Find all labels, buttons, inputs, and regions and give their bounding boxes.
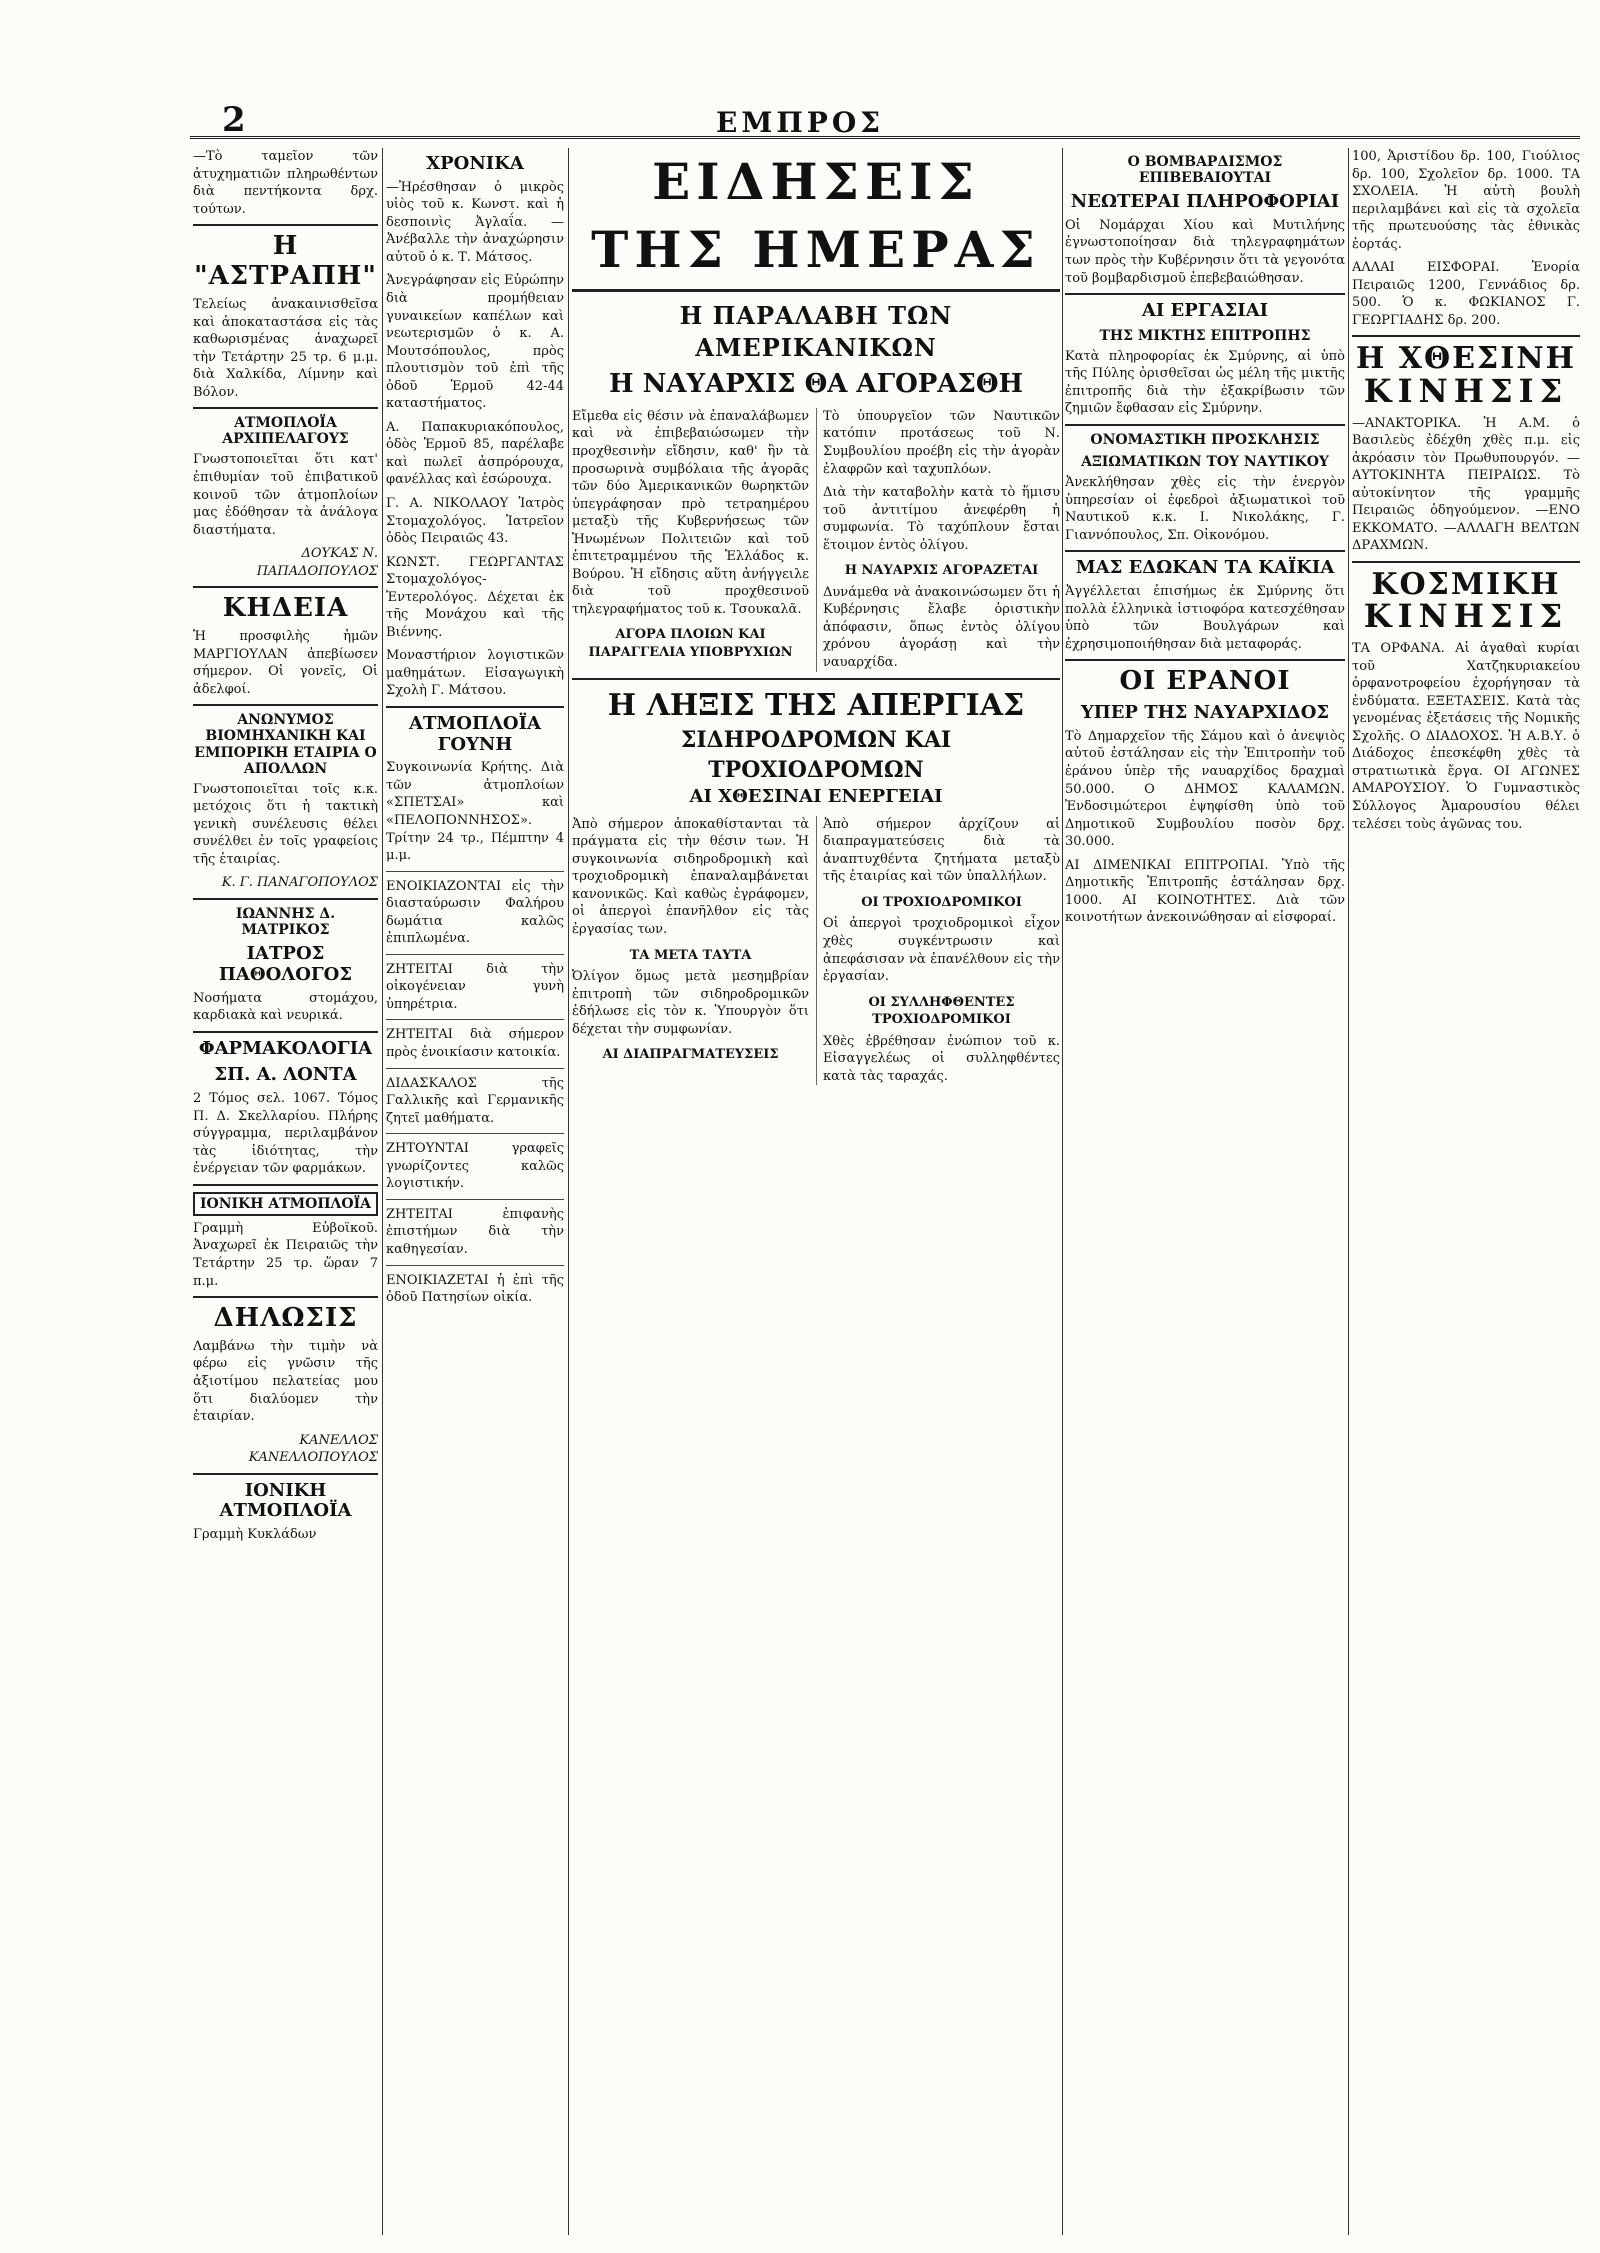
divider — [386, 871, 564, 872]
ad-text: Τελείως ἀνακαινισθεῖσα καὶ ἀποκαταστάσα εἰς τὰς καθωρισμένας ἀναχωρεῖ τὴν Τετάρτην 25 τρ. 6 μ.μ. διὰ Χαλκίδα, Λίμνην καὶ Βόλον. — [193, 296, 378, 400]
divider — [1065, 293, 1345, 295]
article-text: Οἱ Νομάρχαι Χίου καὶ Μυτιλήνης ἐγνωστοποίησαν διὰ τηλεγραφημάτων των πρὸς τὴν Κυβέρνησιν ὅτι τὰ γεγονότα τοῦ βομβαρδισμοῦ ἐπεβεβαιώθησαν. — [1065, 217, 1345, 286]
subheading: ΤΑ ΜΕΤΑ ΤΑΥΤΑ — [629, 947, 752, 963]
ad-heading: ΑΤΜΟΠΛΟΪΑ ΓΟΥΝΗ — [409, 713, 541, 755]
classified-ad: ΔΙΔΑΣΚΑΛΟΣ τῆς Γαλλικῆς καὶ Γερμανικῆς ζητεῖ μαθήματα. — [386, 1075, 564, 1126]
divider — [1065, 550, 1345, 552]
divider — [193, 1296, 378, 1298]
divider — [193, 1473, 378, 1475]
column-3-news — [572, 148, 1060, 2233]
article-text: Μοναστήριον λογιστικῶν μαθημάτων. Εἰσαγωγικὴ Σχολὴ Γ. Μάτσου. — [386, 648, 564, 699]
section-heading-line2: ΚΙΝΗΣΙΣ — [1363, 371, 1569, 410]
paper-title: ΕΜΠΡΟΣ — [715, 106, 885, 139]
article-text: Χθὲς ἐβρέθησαν ἐνώπιον τοῦ κ. Εἰσαγγελέως οἱ συλληφθέντες κατὰ τὰς ταραχάς. — [823, 1033, 1060, 1084]
article-text: Διὰ τὴν καταβολὴν κατὰ τὸ ἥμισυ τοῦ ἀντιτίμου ἀνεφέρθη ἡ συμφωνία. Τὸ ταχύπλουν ἔσται ἕτοιμον ἐντὸς ὀλίγου. — [823, 485, 1060, 553]
divider — [386, 1133, 564, 1134]
headline: ΝΕΩΤΕΡΑΙ ΠΛΗΡΟΦΟΡΙΑΙ — [1070, 191, 1340, 213]
article-text: 100, Ἀριστίδου δρ. 100, Γιούλιος δρ. 100, Σχολεῖον δρ. 1000. ΤΑ ΣΧΟΛΕΙΑ. Ἡ αὐτὴ βουλὴ περιλαμβάνει καὶ εἰς τὰ σχολεῖα τῆς πρωτευούσης τὰς ἐθνικὰς ἐορτάς. — [1352, 149, 1580, 252]
headline: ΤΗΣ ΜΙΚΤΗΣ ΕΠΙΤΡΟΠΗΣ — [1099, 327, 1311, 344]
subheading: ΟΙ ΤΡΟΧΙΟΔΡΟΜΙΚΟΙ — [861, 894, 1022, 910]
ad-text: Λαμβάνω τὴν τιμὴν νὰ φέρω εἰς γνῶσιν τῆς ἀξιοτίμου πελατείας μου ὅτι διαλύομεν τὴν ἑταιρίαν. — [193, 1338, 378, 1425]
classified-ad: ΖΗΤΕΙΤΑΙ διὰ τὴν οἰκογένειαν γυνὴ ὑπηρέτρια. — [386, 961, 564, 1012]
column-1 — [193, 148, 378, 2233]
subheading: ΟΙ ΣΥΛΛΗΦΘΕΝΤΕΣ ΤΡΟΧΙΟΔΡΟΜΙΚΟΙ — [868, 994, 1015, 1028]
headline: ΜΑΣ ΕΔΩΚΑΝ ΤΑ ΚΑΪΚΙΑ — [1075, 557, 1335, 579]
headline-kicker: Ο ΒΟΜΒΑΡΔΙΣΜΟΣ ΕΠΙΒΕΒΑΙΟΥΤΑΙ — [1127, 154, 1283, 187]
headline: ΣΙΔΗΡΟΔΡΟΜΩΝ ΚΑΙ ΤΡΟΧΙΟΔΡΟΜΩΝ — [680, 727, 952, 783]
section-banner: ΕΙΔΗΣΕΙΣ ΤΗΣ ΗΜΕΡΑΣ — [572, 148, 1060, 292]
classified-ad: ΖΗΤΟΥΝΤΑΙ γραφεῖς γνωρίζοντες καλῶς λογιστικήν. — [386, 1141, 564, 1192]
column-divider — [1062, 148, 1063, 2235]
divider — [1065, 424, 1345, 426]
column-5 — [1352, 148, 1580, 2233]
section-heading — [1352, 566, 1580, 636]
divider — [193, 224, 378, 226]
classified-ad: ΖΗΤΕΙΤΑΙ διὰ σήμερον πρὸς ἐνοικίασιν κατοικία. — [386, 1027, 564, 1061]
masthead-rule — [190, 136, 1580, 139]
article-text: Ἀνεκλήθησαν χθὲς εἰς τὴν ἐνεργὸν ὑπηρεσίαν οἱ ἐφεδροὶ ἀξιωματικοὶ τοῦ Ναυτικοῦ κ.κ. Ι. Νικολάκης, Γ. Γιαννόπουλος, Σπ. Οἰκονόμου. — [1065, 475, 1345, 543]
column-divider — [1348, 148, 1349, 2235]
article-text: —Τὸ ταμεῖον τῶν ἀτυχηματιῶν πληρωθέντων διὰ πεντήκοντα δρχ. τούτων. — [193, 149, 378, 217]
ad-signature: Κ. Γ. ΠΑΝΑΓΟΠΟΥΛΟΣ — [221, 875, 378, 891]
ad-heading: ΔΗΛΩΣΙΣ — [213, 1303, 358, 1334]
article-text: Ὀλίγον ὅμως μετὰ μεσημβρίαν ἐπιτροπὴ τῶν σιδηροδρομικῶν ἐδήλωσε εἰς τὸν κ. Ὑπουργὸν ὅτι δέχεται τὴν συμφωνίαν. — [572, 969, 809, 1037]
divider — [1065, 659, 1345, 661]
article-text: Τὸ Δημαρχεῖον τῆς Σάμου καὶ ὁ ἀνεψιὸς αὐτοῦ ἐστάλησαν εἰς τὴν Ἐπιτροπὴν τοῦ ἐράνου ὑπὲρ τῆς ναυαρχίδος δραχμαὶ 50.000. Ο ΔΗΜΟΣ ΚΑΛΑΜΩΝ. Ἐνδοσιμώτεροι ἐψηφίσθη ὑπὸ τοῦ Δημοτικοῦ Συμβουλίου ποσὸν δρχ. 30.000. — [1065, 728, 1345, 850]
article-text: Τὸ ὑπουργεῖον τῶν Ναυτικῶν κατόπιν προτάσεως τοῦ Ν. Συμβουλίου προέβη εἰς τὴν ἀγορὰν ἐλαφρῶν καὶ ταχυπλόων. — [823, 408, 1060, 477]
subheading: ΑΓΟΡΑ ΠΛΟΙΩΝ ΚΑΙ ΠΑΡΑΓΓΕΛΙΑ ΥΠΟΒΡΥΧΙΩΝ — [588, 627, 793, 660]
article-text: Ἀπὸ σήμερον ἀποκαθίστανται τὰ πράγματα εἰς τὴν θέσιν των. Ἡ συγκοινωνία σιδηροδρομικὴ καὶ τροχιοδρομικὴ ἐπαναλαμβάνεται κανονικῶς. Καὶ καθὼς ἐγράφομεν, οἱ ἀπεργοὶ ἐπανῆλθον εἰς τὰς ἐργασίας των. — [572, 816, 809, 937]
divider — [1352, 561, 1580, 563]
divider — [386, 954, 564, 955]
divider — [193, 898, 378, 900]
divider — [193, 407, 378, 409]
ad-text: Ἡ προσφιλὴς ἡμῶν ΜΑΡΓΙΟΥΛΑΝ ἀπεβίωσεν σήμερον. Οἱ γονεῖς, Οἱ ἀδελφοί. — [193, 629, 378, 697]
column-4 — [1065, 148, 1345, 2233]
ad-text: Γραμμὴ Εὐβοϊκοῦ. Ἀναχωρεῖ ἐκ Πειραιῶς τὴν Τετάρτην 25 τρ. ὥραν 7 π.μ. — [193, 1220, 378, 1289]
ad-heading: ΚΗΔΕΙΑ — [222, 593, 349, 624]
ad-heading: Η "ΑΣΤΡΑΠΗ" — [194, 231, 377, 292]
divider — [193, 704, 378, 706]
article-body — [572, 408, 1060, 672]
divider — [193, 586, 378, 588]
section-heading — [1352, 343, 1580, 408]
headline-kicker: Η ΠΑΡΑΛΑΒΗ ΤΩΝ ΑΜΕΡΙΚΑΝΙΚΩΝ — [679, 301, 953, 363]
ad-signature: ΔΟΥΚΑΣ Ν. ΠΑΠΑΔΟΠΟΥΛΟΣ — [256, 546, 378, 579]
headline-kicker: ΟΙ ΕΡΑΝΟΙ — [1119, 666, 1291, 697]
ad-text: Νοσήματα στομάχου, καρδιακὰ καὶ νευρικά. — [193, 990, 378, 1024]
masthead — [0, 100, 1600, 140]
article-text: ΤΑ ΟΡΦΑΝΑ. Αἱ ἀγαθαὶ κυρίαι τοῦ Χατζηκυριακείου ὀρφανοτροφείου ἐχορήγησαν τὰ ἐνδύματα. ΕΞΕΤΑΣΕΙΣ. Κατὰ τὰς γενομένας ἐξετάσεις τῆς Νομικῆς Σχολῆς. Ο ΔΙΑΔΟΧΟΣ. Ἡ Α.Β.Υ. ὁ Διάδοχος ἐπεσκέφθη χθὲς τὰ στρατιωτικὰ ἔργα. ΟΙ ΑΓΩΝΕΣ ΑΜΑΡΟΥΣΙΟΥ. Ὁ Γυμναστικὸς Σύλλογος Ἀμαρουσίου θέλει τελέσει τοὺς ἀγῶνας του. — [1352, 641, 1580, 832]
divider — [386, 1199, 564, 1200]
headline: Η ΝΑΥΑΡΧΙΣ ΘΑ ΑΓΟΡΑΣΘΗ — [608, 368, 1024, 399]
article-text: Εἴμεθα εἰς θέσιν νὰ ἐπαναλάβωμεν καὶ νὰ ἐπιβεβαιώσωμεν τὴν προχθεσινὴν εἴδησιν, καθ' ἣν τὰ προσωρινὰ συμβόλαια τῆς ἀγορᾶς τῶν δύο Ἀμερικανικῶν θωρηκτῶν ὑπεγράφησαν πρὸ τετραημέρου μεταξὺ τῆς Κυβερνήσεως τῶν Ἡνωμένων Πολιτειῶν καὶ τοῦ ἐπιτετραμμένου τῆς Ἑλλάδος κ. Βούρου. Ἡ εἴδησις αὕτη ἀνήγγειλε διὰ τοῦ προχθεσινοῦ τηλεγραφήματος τοῦ κ. Τσουκαλᾶ. — [572, 408, 809, 617]
column-divider — [568, 148, 569, 2235]
ad-heading: ΙΩΑΝΝΗΣ Δ. ΜΑΤΡΙΚΟΣ — [235, 906, 336, 939]
ad-heading: ΦΑΡΜΑΚΟΛΟΓΙΑ — [198, 1037, 373, 1059]
divider — [386, 1265, 564, 1266]
subheading: ΑΙ ΔΙΑΠΡΑΓΜΑΤΕΥΣΕΙΣ — [602, 1047, 779, 1063]
divider — [193, 1184, 378, 1186]
section-heading: ΧΡΟΝΙΚΑ — [426, 153, 524, 174]
divider — [193, 1031, 378, 1033]
article-text: Οἱ ἀπεργοὶ τροχιοδρομικοὶ εἶχον χθὲς συγκέντρωσιν καὶ ἀπεφάσισαν νὰ ἐπανέλθουν εἰς τὴν ἐργασίαν. — [823, 916, 1060, 985]
headline: ΑΞΙΩΜΑΤΙΚΩΝ ΤΟΥ ΝΑΥΤΙΚΟΥ — [1081, 454, 1329, 471]
divider — [386, 706, 564, 708]
article-text: ΚΩΝΣΤ. ΓΕΩΡΓΑΝΤΑΣ Στομαχολόγος-Ἐντερολόγος. Δέχεται ἐκ τῆς Μονάχου καὶ τῆς Βιέννης. — [386, 554, 564, 640]
divider — [386, 1068, 564, 1069]
article-text: Κατὰ πληροφορίας ἐκ Σμύρνης, αἱ ὑπὸ τῆς Πύλης ὁρισθεῖσαι ὡς μέλη τῆς μικτῆς ἐπιτροπῆς διὰ τὴν ἐξακρίβωσιν τῶν ζημιῶν ἔφθασαν εἰς Σμύρνην. — [1065, 348, 1345, 417]
classified-ad: ΖΗΤΕΙΤΑΙ ἐπιφανὴς ἐπιστήμων διὰ τὴν καθηγεσίαν. — [386, 1206, 564, 1257]
divider — [1352, 335, 1580, 337]
ad-heading: ΙΟΝΙΚΗ ΑΤΜΟΠΛΟΪΑ — [219, 1479, 352, 1522]
article-text: Ἀπὸ σήμερον ἀρχίζουν αἱ διαπραγματεύσεις διὰ τὰ ἀναπτυχθέντα ζητήματα μεταξὺ τῆς ἑταιρίας καὶ τῶν ὑπαλλήλων. — [823, 816, 1060, 885]
page-number: 2 — [222, 100, 246, 140]
article-text: Ἀγγέλλεται ἐπισήμως ἐκ Σμύρνης ὅτι πολλὰ ἐλληνικὰ ἱστιοφόρα κατεσχέθησαν ὑπὸ τῶν Βουλγάρων καὶ ἐχρησιμοποιήθησαν διὰ μεταφοράς. — [1065, 584, 1345, 652]
ad-text: Γνωστοποιεῖται τοῖς κ.κ. μετόχοις ὅτι ἡ τακτικὴ γενικὴ συνέλευσις θέλει συνέλθει ἐν τοῖς γραφείοις τῆς ἑταιρίας. — [193, 781, 378, 867]
ad-heading: ΣΠ. Α. ΛΟΝΤΑ — [214, 1064, 357, 1086]
subheading: Η ΝΑΥΑΡΧΙΣ ΑΓΟΡΑΖΕΤΑΙ — [844, 563, 1039, 579]
article-text: ΑΛΛΑΙ ΕΙΣΦΟΡΑΙ. Ἑνορία Πειραιῶς 1200, Γεννάδιος δρ. 500. Ὁ κ. ΦΩΚΙΑΝΟΣ Γ. ΓΕΩΡΓΙΑΔΗΣ δρ. 200. — [1352, 260, 1580, 328]
ad-heading: ΑΝΩΝΥΜΟΣ ΒΙΟΜΗΧΑΝΙΚΗ ΚΑΙ ΕΜΠΟΡΙΚΗ ΕΤΑΙΡΙΑ Ο ΑΠΟΛΛΩΝ — [194, 712, 377, 777]
headline-sub: ΑΙ ΧΘΕΣΙΝΑΙ ΕΝΕΡΓΕΙΑΙ — [689, 786, 943, 808]
article-body — [572, 816, 1060, 1086]
classified-ad: ΕΝΟΙΚΙΑΖΟΝΤΑΙ εἰς τὴν διασταύρωσιν Φαλήρου δωμάτια καλῶς ἐπιπλωμένα. — [386, 878, 564, 947]
ad-text: 2 Τόμος σελ. 1067. Τόμος Π. Δ. Σκελλαρίου. Πλήρης σύγγραμμα, περιλαμβάνον τὰς ἰδιότητας, τὴν ἐνέργειαν τῶν φαρμάκων. — [193, 1091, 378, 1177]
divider — [386, 1019, 564, 1020]
headline-kicker: ΑΙ ΕΡΓΑΣΙΑΙ — [1141, 300, 1269, 322]
headline-kicker: Η ΛΗΞΙΣ ΤΗΣ ΑΠΕΡΓΙΑΣ — [607, 687, 1025, 723]
column-divider — [382, 148, 383, 2235]
ad-text: Γνωστοποιεῖται ὅτι κατ' ἐπιθυμίαν τοῦ ἐπιβατικοῦ κοινοῦ τῶν ἀτμοπλοίων μας ἐδόθησαν τὰ ἀνάλογα διαστήματα. — [193, 452, 378, 538]
classified-ad: ΕΝΟΙΚΙΑΖΕΤΑΙ ἡ ἐπὶ τῆς ὁδοῦ Πατησίων οἰκία. — [386, 1272, 564, 1306]
ad-text: Συγκοινωνία Κρήτης. Διὰ τῶν ἀτμοπλοίων «ΣΠΕΤΣΑΙ» καὶ «ΠΕΛΟΠΟΝΝΗΣΟΣ». Τρίτην 24 τρ., Πέμπτην 4 μ.μ. — [386, 760, 564, 864]
section-heading-line1: Η ΧΘΕΣΙΝΗ — [1355, 341, 1577, 377]
ad-text: Γραμμὴ Κυκλάδων — [193, 1527, 317, 1543]
article-text: Δυνάμεθα νὰ ἀνακοινώσωμεν ὅτι ἡ Κυβέρνησις ἔλαβε ὁριστικὴν ἀπόφασιν, ὅπως ἐντὸς ὀλίγου χρόνου ἀγοράσῃ καὶ τὴν ναυαρχίδα. — [823, 584, 1060, 670]
ad-heading: ΙΑΤΡΟΣ ΠΑΘΟΛΟΓΟΣ — [218, 943, 353, 985]
column-2 — [386, 148, 564, 2233]
ad-heading: ΑΤΜΟΠΛΟΪΑ ΑΡΧΙΠΕΛΑΓΟΥΣ — [222, 415, 349, 448]
divider — [572, 678, 1060, 680]
headline-kicker: ΟΝΟΜΑΣΤΙΚΗ ΠΡΟΣΚΛΗΣΙΣ — [1090, 432, 1320, 449]
article-text: —Ἠρέσθησαν ὁ μικρὸς υἱὸς τοῦ κ. Κωνστ. καὶ ἡ δεσποινὶς Ἀγλαΐα. —Ἀνέβαλλε τὴν ἀναχώρησιν αὐτοῦ ὁ κ. Τ. Μάτσος. — [386, 179, 564, 265]
article-text: —ΑΝΑΚΤΟΡΙΚΑ. Ἡ Α.Μ. ὁ Βασιλεὺς ἐδέχθη χθὲς π.μ. εἰς ἀκρόασιν τὸν Πρωθυπουργόν. —ΑΥΤΟΚΙΝΗΤΑ ΠΕΙΡΑΙΩΣ. Τὸ αὐτοκίνητον τῆς γραμμῆς Πειραιῶς ὁδηγούμενον. —ΕΝΟ ΕΚΚΟΜΑΤΟ. —ΑΛΛΑΓΗ ΒΕΛΤΩΝ ΔΡΑΧΜΩΝ. — [1352, 415, 1580, 554]
article-text: Ἀνεγράφησαν εἰς Εὐρώπην διὰ προμήθειαν γυναικείων καπέλων καὶ νεωτερισμῶν ὁ κ. Α. Μουτσόπουλος, πρὸς πλουτισμὸν τοῦ ἐπὶ τῆς ὁδοῦ Ἑρμοῦ 42-44 καταστήματος. — [386, 273, 564, 412]
article-text: Α. Παπακυριακόπουλος, ὁδὸς Ἑρμοῦ 85, παρέλαβε καὶ πωλεῖ ἀσπρόρουχα, φανέλλας καὶ ἑσώρουχα. — [386, 419, 564, 488]
section-heading-line2: ΚΙΝΗΣΙΣ — [1363, 597, 1569, 636]
headline: ΥΠΕΡ ΤΗΣ ΝΑΥΑΡΧΙΔΟΣ — [1080, 702, 1330, 724]
section-heading-line1: ΚΟΣΜΙΚΗ — [1371, 566, 1561, 602]
article-text: ΑΙ ΔΙΜΕΝΙΚΑΙ ΕΠΙΤΡΟΠΑΙ. Ὑπὸ τῆς Δημοτικῆς Ἐπιτροπῆς ἐστάλησαν δρχ. 1000. ΑΙ ΚΟΙΝΟΤΗΤΕΣ. Διὰ τῶν κοινοτήτων ἀνεκοινώθησαν αἱ εἰσφοραί. — [1065, 857, 1345, 926]
ad-signature: ΚΑΝΕΛΛΟΣ ΚΑΝΕΛΛΟΠΟΥΛΟΣ — [248, 1432, 378, 1466]
article-text: Γ. Α. ΝΙΚΟΛΑΟΥ Ἰατρὸς Στομαχολόγος. Ἰατρεῖον ὁδὸς Πειραιῶς 43. — [386, 495, 564, 547]
ad-heading: ΙΟΝΙΚΗ ΑΤΜΟΠΛΟΪΑ — [193, 1192, 378, 1216]
